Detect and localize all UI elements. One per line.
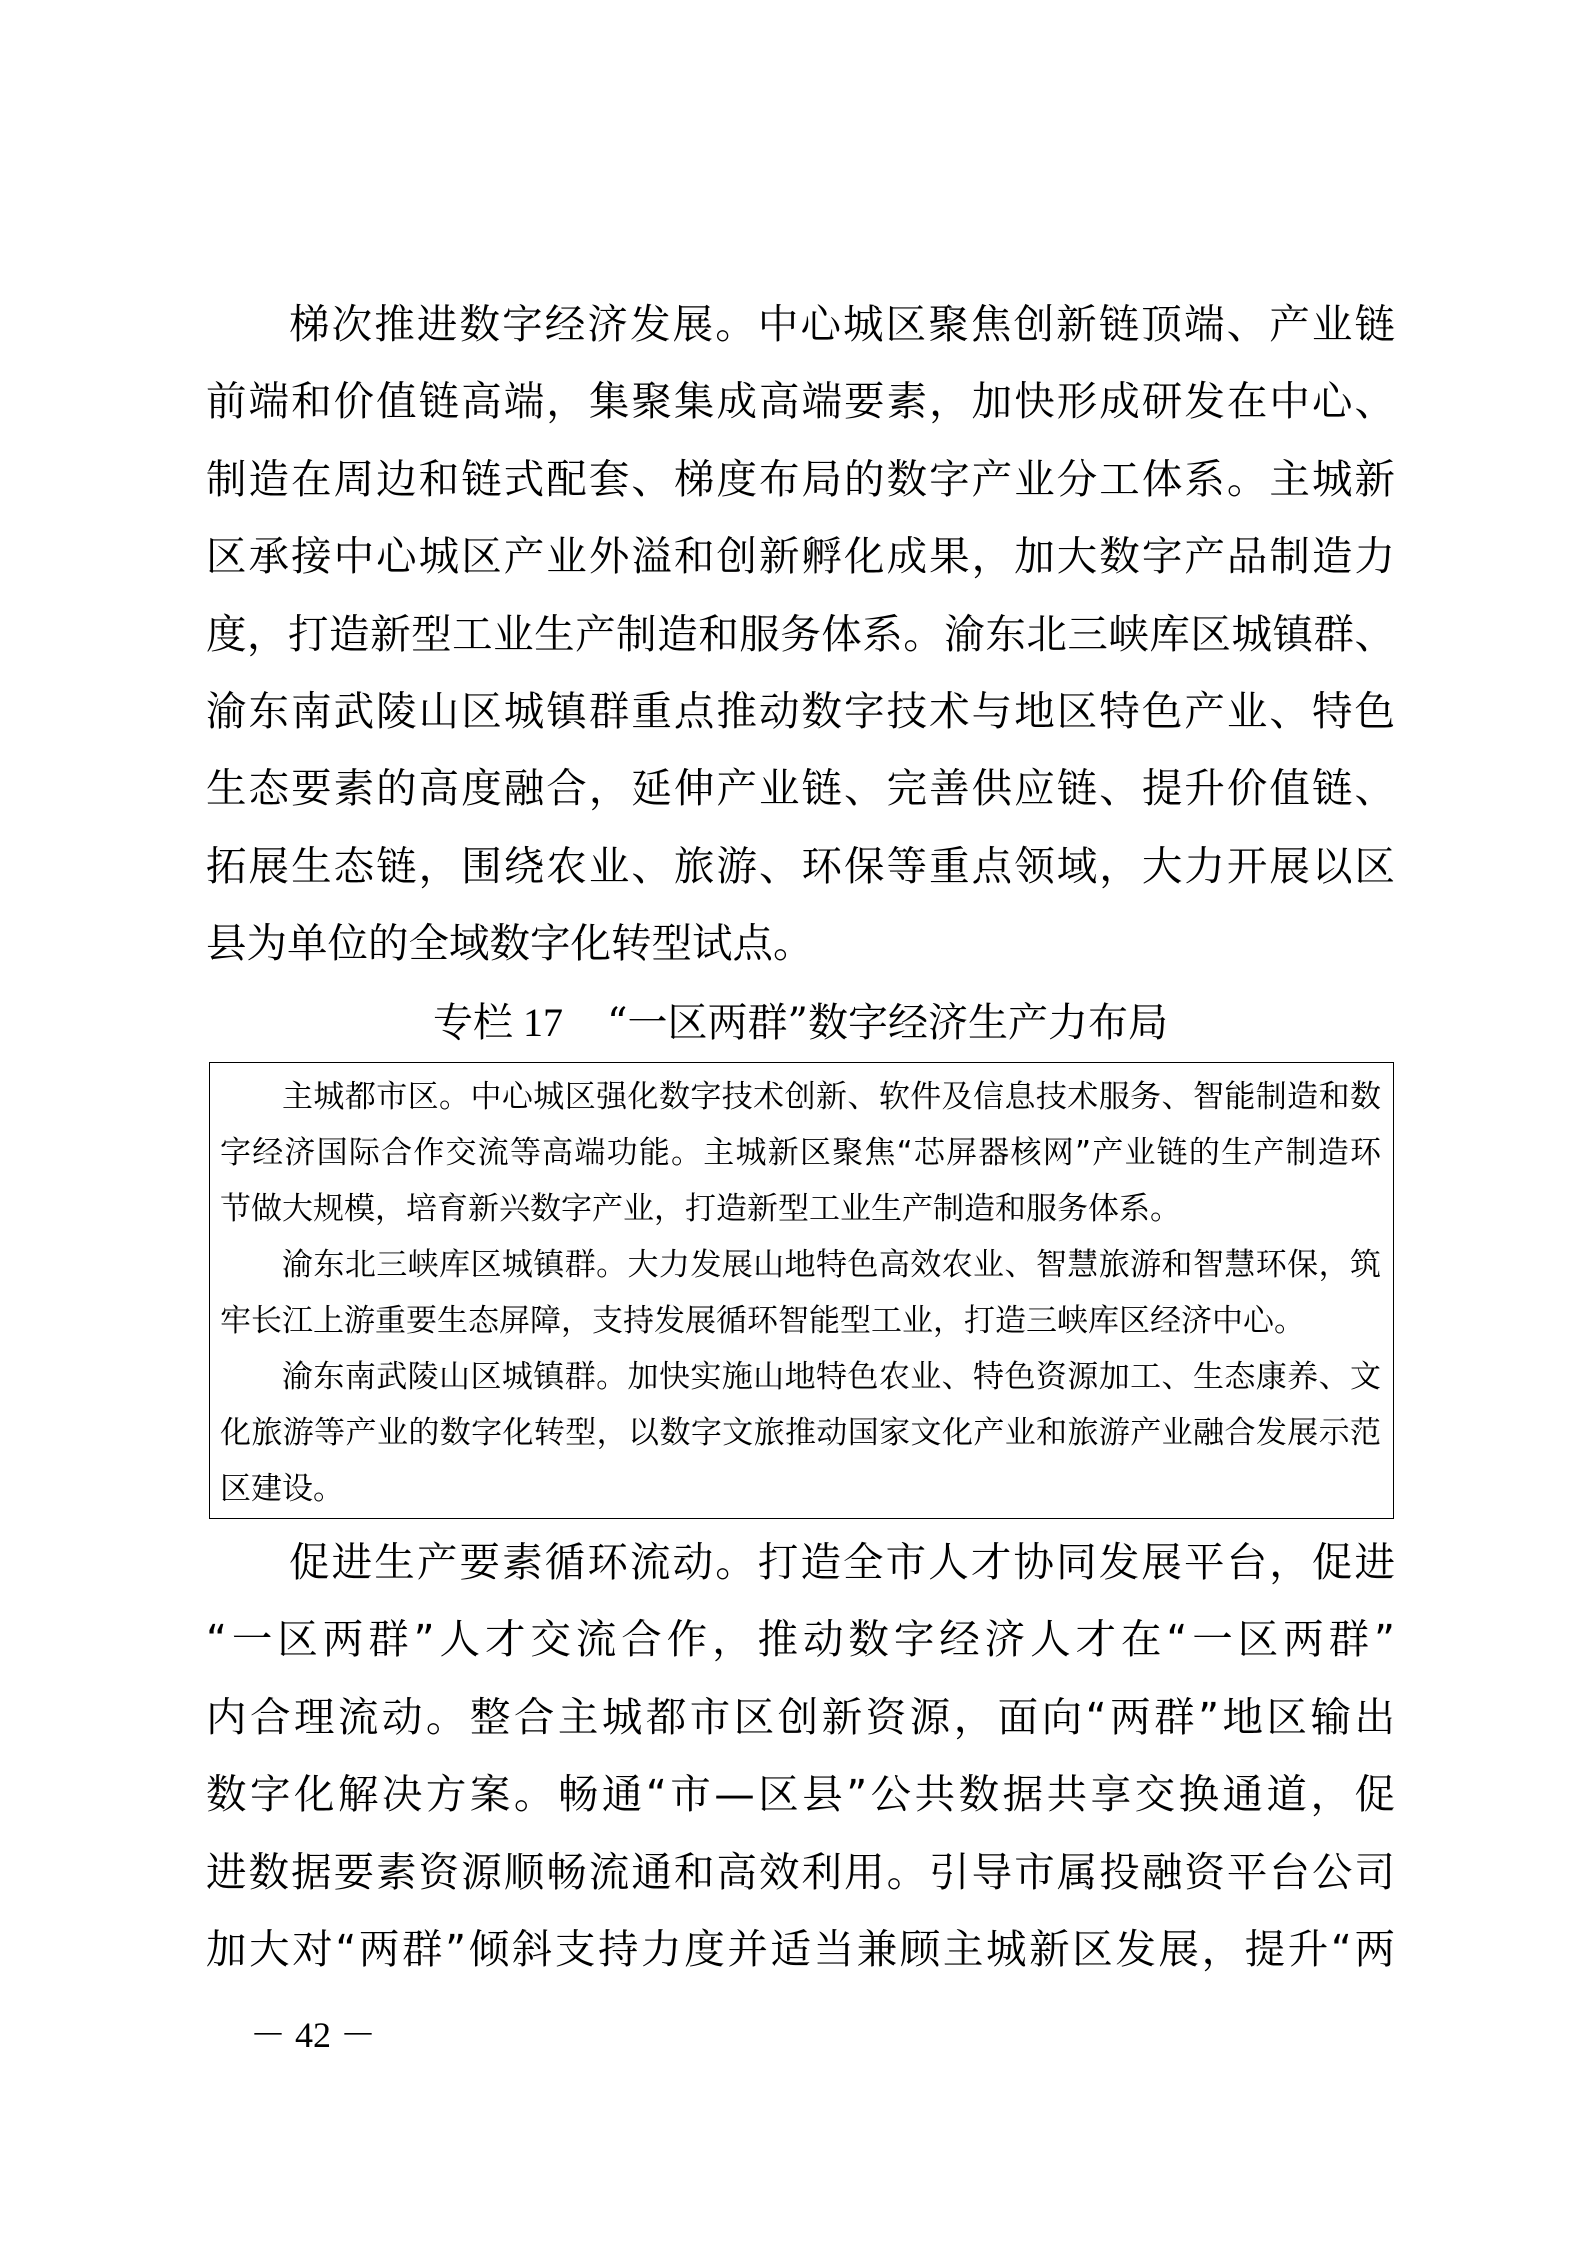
column-line: 化旅游等产业的数字化转型，以数字文旅推动国家文化产业和旅游产业融合发展示范 [220, 1415, 1381, 1451]
paragraph-line: “一区两群”人才交流合作，推动数字经济人才在“一区两群” [206, 1615, 1395, 1664]
column-heading [206, 984, 1395, 1061]
column-line: 渝东北三峡库区城镇群。大力发展山地特色高效农业、智慧旅游和智慧环保，筑 [282, 1247, 1381, 1283]
paragraph-line: 前端和价值链高端，集聚集成高端要素，加快形成研发在中心、 [206, 377, 1395, 426]
paragraph-line: 度，打造新型工业生产制造和服务体系。渝东北三峡库区城镇群、 [206, 609, 1395, 658]
column-line: 牢长江上游重要生态屏障，支持发展循环智能型工业，打造三峡库区经济中心。 [220, 1303, 1305, 1339]
paragraph-line: 促进生产要素循环流动。打造全市人才协同发展平台，促进 [289, 1538, 1395, 1586]
paragraph-line: 进数据要素资源顺畅流通和高效利用。引导市属投融资平台公司 [206, 1847, 1395, 1896]
paragraph-line: 加大对“两群”倾斜支持力度并适当兼顾主城新区发展，提升“两 [206, 1924, 1395, 1973]
column-line: 区建设。 [220, 1471, 344, 1507]
paragraph-line: 内合理流动。整合主城都市区创新资源，面向“两群”地区输出 [206, 1692, 1395, 1741]
column-item-southeast [220, 1349, 1381, 1517]
column-line: 渝东南武陵山区城镇群。加快实施山地特色农业、特色资源加工、生态康养、文 [282, 1359, 1381, 1395]
column-box [209, 1062, 1394, 1519]
column-line: 节做大规模，培育新兴数字产业，打造新型工业生产制造和服务体系。 [220, 1191, 1181, 1227]
paragraph-line: 拓展生态链，围绕农业、旅游、环保等重点领域，大力开展以区 [206, 841, 1395, 890]
column-title: “一区两群”数字经济生产力布局 [607, 1000, 1168, 1046]
paragraph-factor-circulation [206, 1524, 1395, 1988]
paragraph-line: 数字化解决方案。畅通“市—区县”公共数据共享交换通道，促 [206, 1770, 1395, 1819]
column-line: 字经济国际合作交流等高端功能。主城新区聚焦“芯屏器核网”产业链的生产制造环 [220, 1135, 1381, 1171]
column-item-northeast [220, 1237, 1381, 1349]
page-number: － 42 － [250, 2015, 377, 2055]
column-item-main-city [220, 1069, 1381, 1237]
paragraph-line: 区承接中心城区产业外溢和创新孵化成果，加大数字产品制造力 [206, 532, 1395, 581]
paragraph-line: 渝东南武陵山区城镇群重点推动数字技术与地区特色产业、特色 [206, 686, 1395, 735]
paragraph-tiered-digital-economy [206, 286, 1395, 983]
column-line: 主城都市区。中心城区强化数字技术创新、软件及信息技术服务、智能制造和数 [282, 1079, 1381, 1115]
paragraph-line: 县为单位的全域数字化转型试点。 [206, 919, 814, 968]
column-label: 专栏 17 [433, 1000, 564, 1045]
paragraph-line: 制造在周边和链式配套、梯度布局的数字产业分工体系。主城新 [206, 454, 1395, 503]
paragraph-line: 梯次推进数字经济发展。中心城区聚焦创新链顶端、产业链 [289, 300, 1395, 348]
paragraph-line: 生态要素的高度融合，延伸产业链、完善供应链、提升价值链、 [206, 764, 1395, 813]
